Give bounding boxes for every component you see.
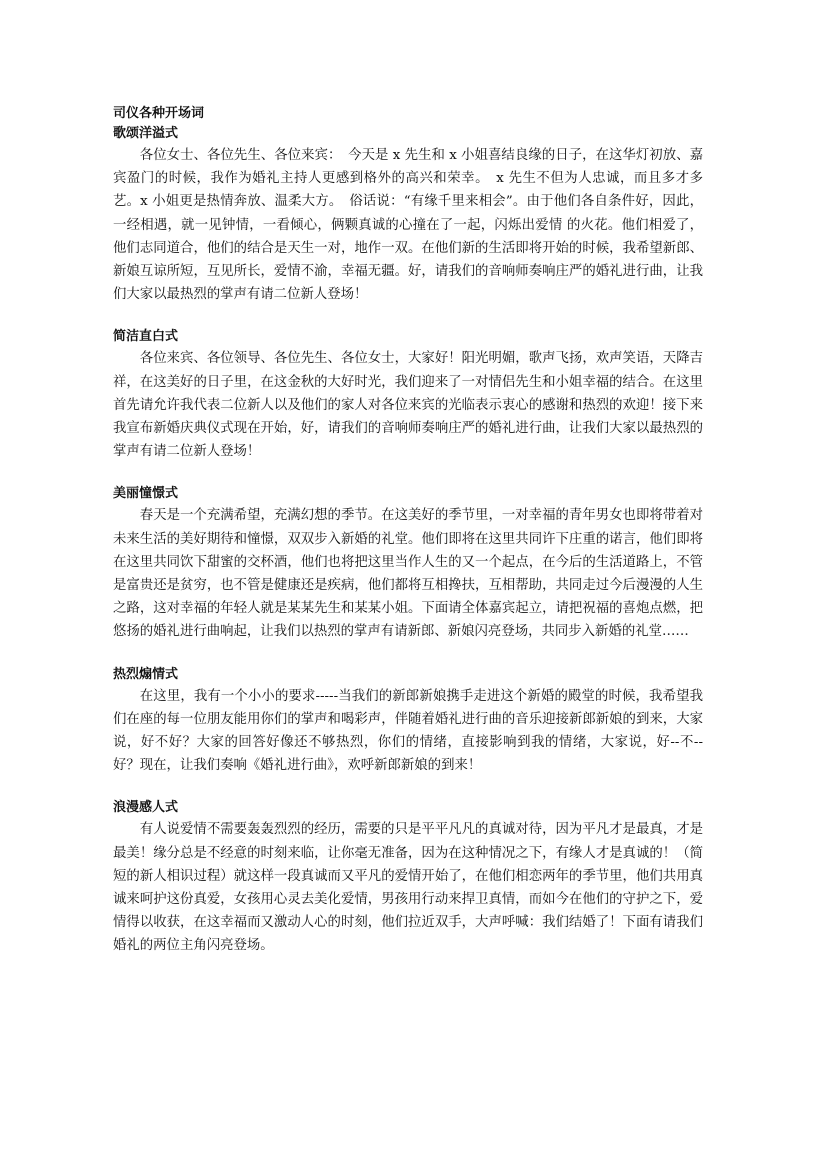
section-songs xyxy=(113,124,703,306)
section-body: 有人说爱情不需要轰轰烈烈的经历，需要的只是平平凡凡的真诚对待，因为平凡才是最真，才是最美！缘分总是不经意的时刻来临，让你毫无准备，因为在这种情况之下，有缘人才是真诚的！（简短的新人相识过程）就这样一段真诚而又平凡的爱情开始了，在他们相恋两年的季节里，他们共用真诚来呵护这份真爱，女孩用心灵去美化爱情，男孩用行动来捍卫真情，而如今在他们的守护之下，爱情得以收获，在这幸福而又激动人心的时刻，他们拉近双手，大声呼喊：我们结婚了！下面有请我们婚礼的两位主角闪亮登场。 xyxy=(113,822,703,954)
document-page xyxy=(113,104,703,958)
section-heading: 歌颂洋溢式 xyxy=(113,126,179,141)
section-body: 在这里，我有一个小小的要求-----当我们的新郎新娘携手走进这个新婚的殿堂的时候，我希望我们在座的每一位朋友能用你们的掌声和喝彩声，伴随着婚礼进行曲的音乐迎接新郎新娘的到来，大家说，好不好？大家的回答好像还不够热烈，你们的情绪，直接影响到我的情绪，大家说，好--不--好？现在，让我们奏响《婚礼进行曲》，欢呼新郎新娘的到来！ xyxy=(113,688,703,774)
section-simple xyxy=(113,327,703,463)
section-beautiful xyxy=(113,484,703,643)
section-heading: 热烈煽情式 xyxy=(113,666,179,682)
section-heading: 浪漫感人式 xyxy=(113,800,179,816)
section-body: 春天是一个充满希望，充满幻想的季节。在这美好的季节里，一对幸福的青年男女也即将带着对未来生活的美好期待和憧憬，双双步入新婚的礼堂。他们即将在这里共同许下庄重的诺言，他们即将在这里共同饮下甜蜜的交杯酒，他们也将把这里当作人生的又一个起点，在今后的生活道路上，不管是富贵还是贫穷，也不管是健康还是疾病，他们都将互相搀扶，互相帮助，共同走过今后漫漫的人生之路，这对幸福的年轻人就是某某先生和某某小姐。下面请全体嘉宾起立，请把祝福的喜炮点燃，把悠扬的婚礼进行曲响起，让我们以热烈的掌声有请新郎、新娘闪亮登场，共同步入新婚的礼堂…… xyxy=(113,508,703,640)
section-heading: 美丽憧憬式 xyxy=(113,486,179,502)
section-body: 各位女士、各位先生、各位来宾： 今天是 x 先生和 x 小姐喜结良缘的日子，在这华灯初放、嘉宾盈门的时候，我作为婚礼主持人更感到格外的高兴和荣幸。 x 先生不但为人忠诚，而且多才多艺。x 小姐更是热情奔放、温柔大方。 俗话说：“有缘千里来相会”。由于他们各自条件好，因此，一经相遇，就一见钟情，一看倾心，俩颗真诚的心撞在了一起，闪烁出爱情 的火花。他们相爱了，他们志同道合，他们的结合是天生一对，地作一双。在他们新的生活即将开始的时候，我希望新郎、新娘互谅所短，互见所长，爱情不渝，幸福无疆。好，请我们的音响师奏响庄严的婚礼进行曲，让我们大家以最热烈的掌声有请二位新人登场！ xyxy=(113,148,703,303)
section-romantic xyxy=(113,798,703,957)
section-heading: 简洁直白式 xyxy=(113,329,179,345)
section-body: 各位来宾、各位领导、各位先生、各位女士，大家好！阳光明媚，歌声飞扬，欢声笑语，天降吉祥，在这美好的日子里，在这金秋的大好时光，我们迎来了一对情侣先生和小姐幸福的结合。在这里首先请允许我代表二位新人以及他们的家人对各位来宾的光临表示衷心的感谢和热烈的欢迎！接下来我宣布新婚庆典仪式现在开始，好，请我们的音响师奏响庄严的婚礼进行曲，让我们大家以最热烈的掌声有请二位新人登场！ xyxy=(113,351,703,460)
document-title: 司仪各种开场词 xyxy=(113,106,205,121)
section-passionate xyxy=(113,665,703,778)
